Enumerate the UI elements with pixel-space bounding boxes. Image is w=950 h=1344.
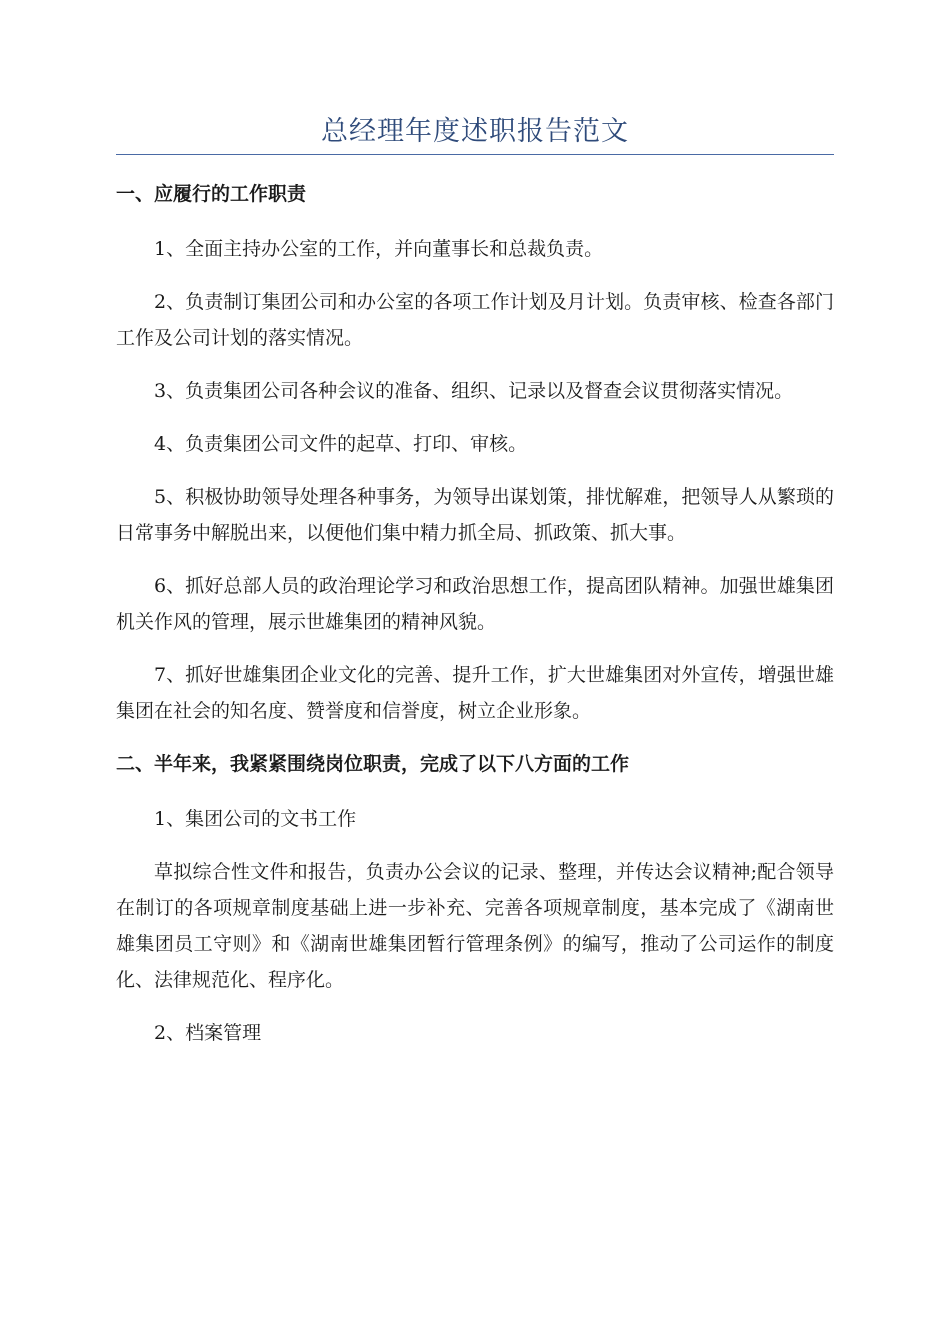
paragraph: 草拟综合性文件和报告，负责办公会议的记录、整理，并传达会议精神;配合领导在制订的各项规章制度基础上进一步补充、完善各项规章制度，基本完成了《湖南世雄集团员工守则》和《湖南世雄集团暂行管理条例》的编写，推动了公司运作的制度化、法律规范化、程序化。 [116, 861, 834, 991]
paragraph: 1、集团公司的文书工作 [154, 808, 357, 830]
paragraph: 2、负责制订集团公司和办公室的各项工作计划及月计划。负责审核、检查各部门工作及公司计划的落实情况。 [116, 291, 834, 349]
paragraph: 2、档案管理 [154, 1022, 262, 1044]
paragraph: 1、全面主持办公室的工作，并向董事长和总裁负责。 [154, 238, 604, 260]
document-body [116, 176, 834, 1051]
paragraph: 6、抓好总部人员的政治理论学习和政治思想工作，提高团队精神。加强世雄集团机关作风的管理，展示世雄集团的精神风貌。 [116, 575, 834, 633]
paragraph: 5、积极协助领导处理各种事务，为领导出谋划策，排忧解难，把领导人从繁琐的日常事务中解脱出来，以便他们集中精力抓全局、抓政策、抓大事。 [116, 486, 834, 544]
paragraph: 7、抓好世雄集团企业文化的完善、提升工作，扩大世雄集团对外宣传，增强世雄集团在社会的知名度、赞誉度和信誉度，树立企业形象。 [116, 664, 834, 722]
title-underline [116, 154, 834, 155]
paragraph: 3、负责集团公司各种会议的准备、组织、记录以及督查会议贯彻落实情况。 [154, 380, 794, 402]
title-block [116, 112, 834, 155]
section-heading-2: 二、半年来，我紧紧围绕岗位职责，完成了以下八方面的工作 [116, 753, 630, 775]
paragraph: 4、负责集团公司文件的起草、打印、审核。 [154, 433, 528, 455]
section-heading-1: 一、应履行的工作职责 [116, 183, 307, 205]
document-title: 总经理年度述职报告范文 [321, 116, 629, 147]
